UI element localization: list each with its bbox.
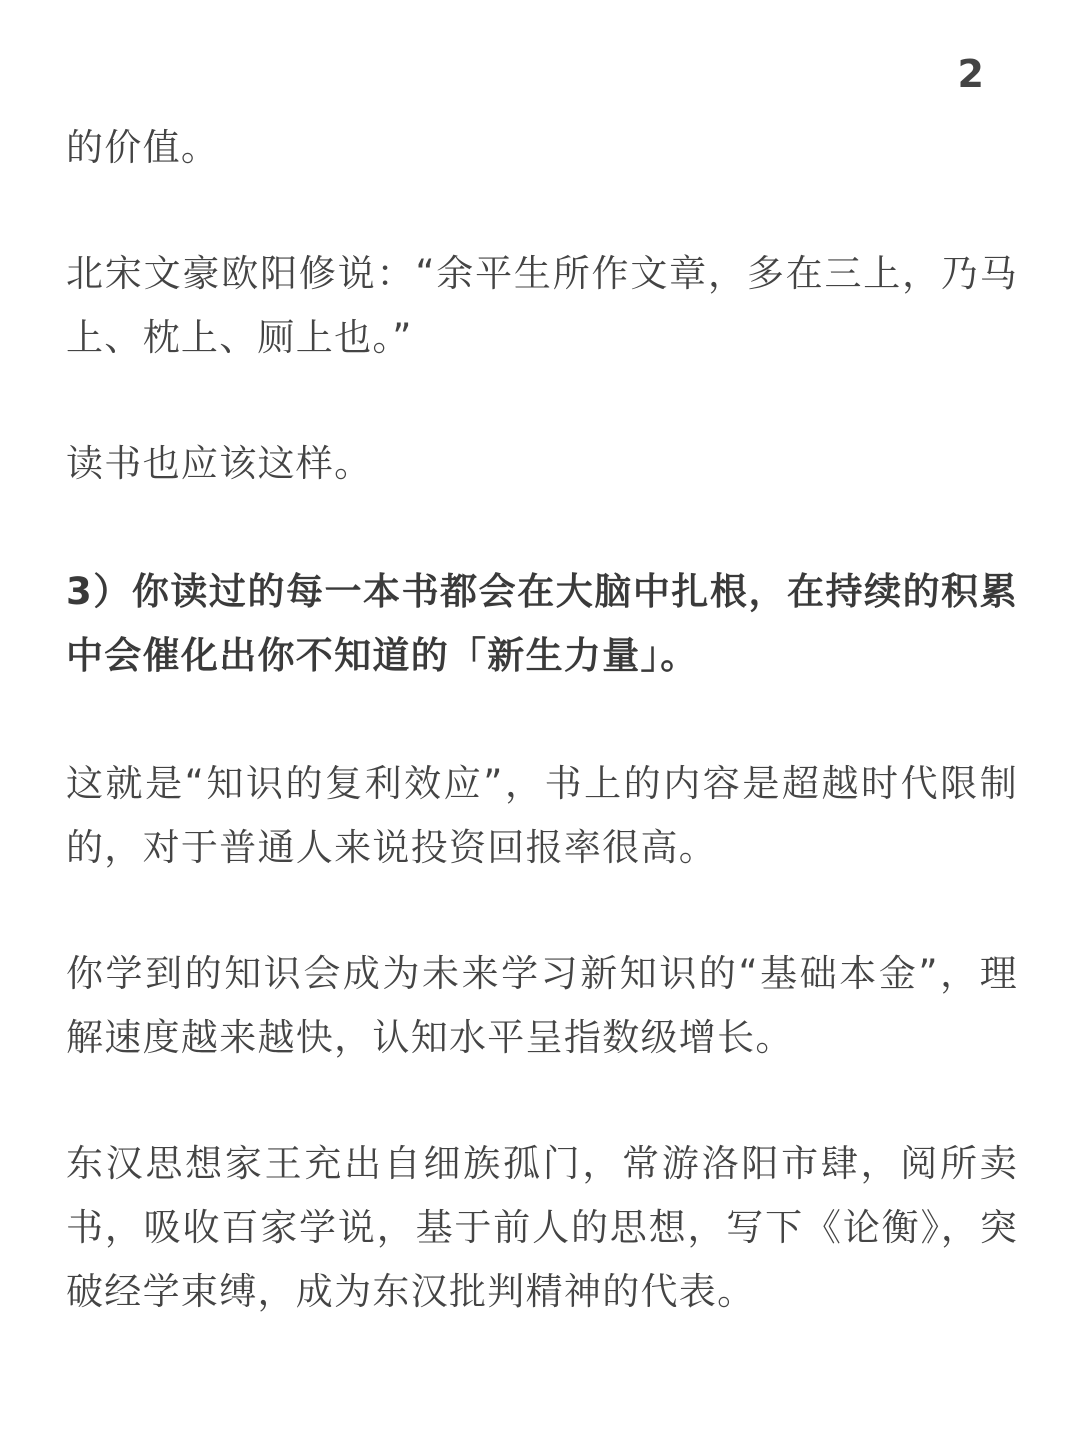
paragraph-reading-advice: 读书也应该这样。 <box>66 442 373 485</box>
paragraph-ouyang-xiu-quote: 北宋文豪欧阳修说：“余平生所作文章，多在三上，乃马上、枕上、厕上也。” <box>66 252 1018 359</box>
paragraph-wang-chong: 东汉思想家王充出自细族孤门，常游洛阳市肆，阅所卖书，吸收百家学说，基于前人的思想，写下《论衡》，突破经学束缚，成为东汉批判精神的代表。 <box>66 1142 1018 1313</box>
paragraph-compound-effect: 这就是“知识的复利效应”，书上的内容是超越时代限制的，对于普通人来说投资回报率很高。 <box>66 762 1018 869</box>
paragraph-knowledge-principal: 你学到的知识会成为未来学习新知识的“基础本金”，理解速度越来越快，认知水平呈指数级增长。 <box>66 952 1018 1059</box>
paragraph-value-ending: 的价值。 <box>66 126 220 169</box>
paragraph-point-3-heading: 3）你读过的每一本书都会在大脑中扎根，在持续的积累中会催化出你不知道的「新生力量」。 <box>66 570 1018 677</box>
page-number: 2 <box>957 52 984 96</box>
